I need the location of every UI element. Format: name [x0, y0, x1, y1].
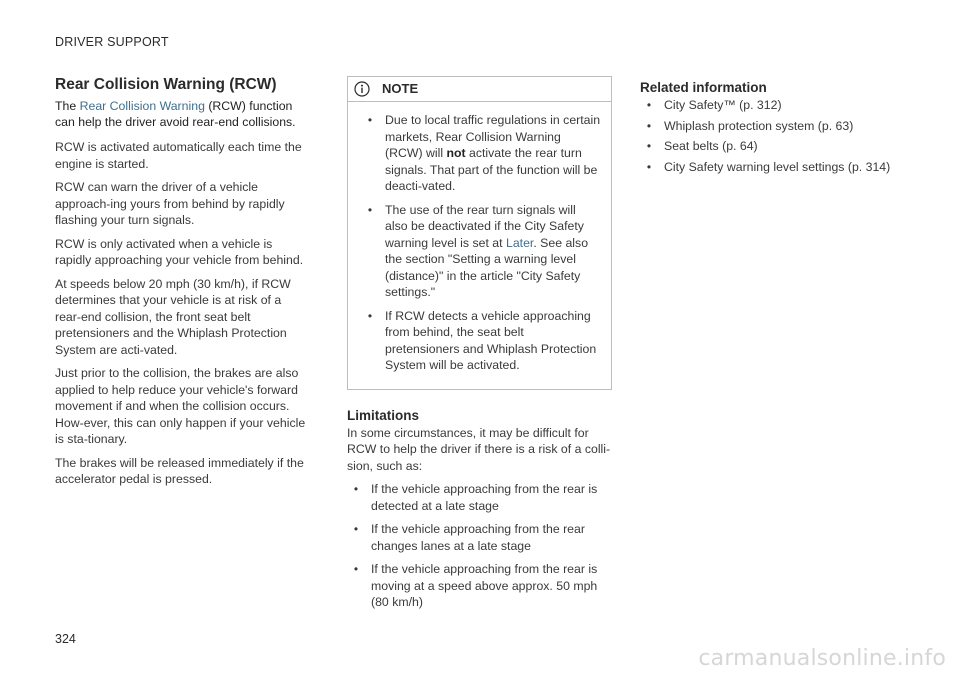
- related-item[interactable]: [643, 138, 900, 155]
- list-item-text: If the vehicle approaching from the rear is detected at a late stage: [371, 482, 598, 513]
- related-link[interactable]: Whiplash protection system (p. 63): [664, 118, 854, 133]
- paragraph: RCW is only activated when a vehicle is rapidly approaching your vehicle from behind.: [55, 236, 304, 267]
- intro-text: [55, 98, 307, 130]
- related-item[interactable]: [643, 97, 900, 114]
- middle-column: [347, 76, 612, 618]
- note-list: [348, 102, 611, 374]
- paragraph: The brakes will be released immediately if the accelerator pedal is pressed.: [55, 455, 304, 486]
- section-header: DRIVER SUPPORT: [55, 35, 169, 49]
- paragraph: RCW can warn the driver of a vehicle approach-ing yours from behind by rapidly flashing your turn signals.: [55, 180, 285, 227]
- related-item[interactable]: [643, 159, 900, 176]
- note-item: [364, 308, 601, 374]
- list-item: [350, 521, 612, 554]
- info-icon: [354, 81, 370, 97]
- bullet-icon: •: [353, 562, 359, 576]
- rcw-link[interactable]: Rear Collision Warning: [79, 99, 205, 113]
- note-header: [348, 77, 611, 102]
- related-link[interactable]: City Safety warning level settings (p. 314): [664, 159, 891, 174]
- note-item: [364, 112, 601, 195]
- bullet-icon: •: [646, 159, 652, 174]
- intro-suffix: (RCW) function can help the driver avoid rear-end collisions.: [55, 99, 296, 129]
- note-text: If RCW detects a vehicle approaching from behind, the seat belt pretensioners and Whiplash Protection System will be activated.: [385, 308, 597, 372]
- related-list: [640, 97, 900, 175]
- limitations-heading: Limitations: [347, 407, 420, 423]
- main-column: [55, 76, 307, 495]
- related-item[interactable]: [643, 118, 900, 135]
- list-item: [350, 481, 612, 514]
- note-text: The use of the rear turn signals will also be deactivated if the City Safety warning level is set at: [385, 202, 584, 250]
- note-box: [347, 76, 612, 390]
- page-title: Rear Collision Warning (RCW): [55, 76, 277, 93]
- bullet-icon: •: [367, 308, 373, 323]
- note-emphasis: not: [446, 146, 466, 160]
- bullet-icon: •: [646, 139, 652, 153]
- limitations-intro: In some circumstances, it may be difficult for RCW to help the driver if there is a risk of a colli-sion, such as:: [347, 425, 611, 473]
- limitations-list: [347, 481, 612, 611]
- watermark: carmanualsonline.info: [698, 646, 946, 671]
- bullet-icon: •: [646, 98, 652, 112]
- related-link[interactable]: City Safety™ (p. 312): [664, 98, 782, 112]
- related-heading: Related information: [640, 80, 767, 95]
- page-number: 324: [55, 632, 76, 646]
- later-setting-link[interactable]: Later: [505, 235, 534, 250]
- bullet-icon: •: [646, 118, 652, 133]
- note-text: . See also the section "Setting a warning level (distance)" in the article "City Safety settings.": [385, 235, 589, 299]
- note-text: Due to local traffic regulations in certain markets, Rear Collision Warning (RCW) will: [385, 113, 601, 160]
- related-column: [640, 80, 900, 179]
- paragraph: At speeds below 20 mph (30 km/h), if RCW determines that your vehicle is at risk of a rear-end collision, the front seat belt pretensioners and the Whiplash Protection System are acti-vated.: [55, 276, 291, 357]
- paragraph: Just prior to the collision, the brakes are also applied to help reduce your vehicle's forward movement if and when the collision occurs. How-ever, this can only happen if your vehicle is sta-tionary.: [55, 366, 306, 446]
- list-item-text: If the vehicle approaching from the rear changes lanes at a late stage: [371, 522, 585, 553]
- intro-prefix: The: [55, 99, 80, 113]
- bullet-icon: •: [353, 522, 359, 536]
- bullet-icon: •: [353, 482, 359, 496]
- note-title: NOTE: [382, 80, 419, 96]
- paragraph: RCW is activated automatically each time the engine is started.: [55, 140, 302, 171]
- list-item-text: If the vehicle approaching from the rear is moving at a speed above approx. 50 mph (80 km/h): [371, 562, 598, 609]
- list-item: [350, 561, 612, 611]
- note-text: activate the rear turn signals. That part of the function will be deacti-vated.: [385, 146, 598, 193]
- related-link[interactable]: Seat belts (p. 64): [664, 139, 758, 153]
- bullet-icon: •: [367, 202, 373, 217]
- note-item: [364, 202, 601, 301]
- bullet-icon: •: [367, 113, 373, 127]
